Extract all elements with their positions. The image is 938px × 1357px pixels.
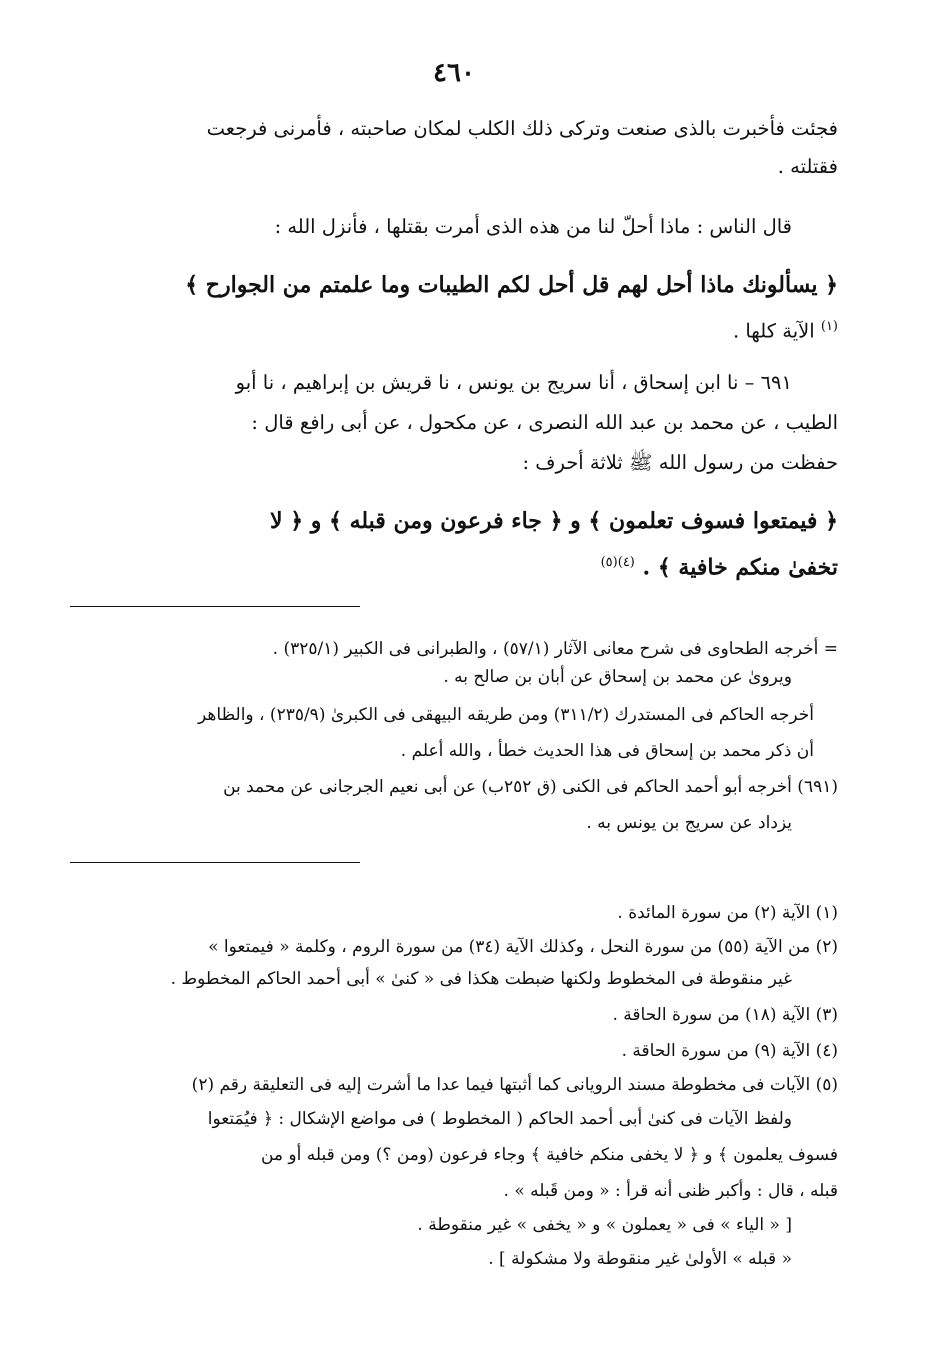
- hadith-691-line-3: حفظت من رسول الله ﷺ ثلاثة أحرف :: [522, 451, 838, 474]
- source-line-4: أن ذكر محمد بن إسحاق فى هذا الحديث خطأ ، والله أعلم .: [400, 741, 814, 761]
- footnote-line-4: (٣) الآية (١٨) من سورة الحاقة .: [612, 1005, 838, 1025]
- source-line-1: = أخرجه الطحاوى فى شرح معانى الآثار (٥٧/١) ، والطبرانى فى الكبير (٣٢٥/١) .: [272, 639, 838, 659]
- source-line-3: أخرجه الحاكم فى المستدرك (٣١١/٢) ومن طريقه البيهقى فى الكبرىٰ (٢٣٥/٩) ، والظاهر: [198, 705, 814, 725]
- footnote-line-11: « قبله » الأولىٰ غير منقوطة ولا مشكولة ] .: [488, 1249, 792, 1269]
- footnote-line-6: (٥) الآيات فى مخطوطة مسند الرويانى كما أثبتها فيما عدا ما أشرت إليه فى التعليقة رقم (٢): [191, 1075, 838, 1095]
- source-line-6: يزداد عن سريج بن يونس به .: [586, 813, 792, 833]
- hadith-691-line-1: ٦٩١ – نا ابن إسحاق ، أنا سريج بن يونس ، نا قريش بن إبراهيم ، نا أبو: [235, 371, 792, 394]
- separator-line-2: [70, 862, 360, 863]
- footnote-line-3: غير منقوطة فى المخطوط ولكنها ضبطت هكذا فى « كنىٰ » أبى أحمد الحاكم المخطوط .: [170, 969, 792, 989]
- quran-verse-3: تخفىٰ منكم خافية ﴾ . $^{(٤)(٥)}$: [600, 554, 838, 581]
- footnote-line-5: (٤) الآية (٩) من سورة الحاقة .: [621, 1041, 838, 1061]
- body-line-3: قال الناس : ماذا أحلّ لنا من هذه الذى أمرت بقتلها ، فأنزل الله :: [274, 215, 792, 238]
- footnote-line-1: (١) الآية (٢) من سورة المائدة .: [617, 903, 838, 923]
- footnote-line-8: فسوف يعلمون ﴾ و ﴿ لا يخفى منكم خافية ﴾ وجاء فرعون (ومن ؟) ومن قبله أو من: [260, 1145, 838, 1165]
- book-page: [70, 0, 838, 1357]
- footnote-line-2: (٢) من الآية (٥٥) من سورة النحل ، وكذلك الآية (٣٤) من سورة الروم ، وكلمة « فيمتعوا »: [208, 937, 838, 957]
- footnote-line-7: ولفظ الآيات فى كنىٰ أبى أحمد الحاكم ( المخطوط ) فى مواضع الإشكال : ﴿ فيُمَتعوا: [207, 1109, 792, 1129]
- quran-verse-2: ﴿ فيمتعوا فسوف تعلمون ﴾ و ﴿ جاء فرعون ومن قبله ﴾ و ﴿ لا: [270, 508, 838, 534]
- footnote-line-10: [ « الياء » فى « يعملون » و « يخفى » غير منقوطة .: [417, 1215, 792, 1235]
- page-number: ٤٦٠: [433, 58, 475, 88]
- footnote-line-9: قبله ، قال : وأكبر ظنى أنه قرأ : « ومن قَبله » .: [503, 1181, 838, 1201]
- body-line-1: فجئت فأخبرت بالذى صنعت وتركى ذلك الكلب لمكان صاحبته ، فأمرنى فرجعت: [206, 117, 838, 140]
- separator-line-1: [70, 606, 360, 607]
- footnote-ref-45: (٤)(٥): [600, 555, 635, 570]
- body-line-2: فقتلته .: [777, 155, 838, 178]
- hadith-691-line-2: الطيب ، عن محمد بن عبد الله النصرى ، عن مكحول ، عن أبى رافع قال :: [251, 411, 838, 434]
- footnote-ref-1: (١): [820, 319, 838, 334]
- source-line-2: ويروىٰ عن محمد بن إسحاق عن أبان بن صالح به .: [443, 667, 792, 687]
- body-line-5: $^{(١)}$ الآية كلها .: [732, 319, 838, 343]
- source-line-5: (٦٩١) أخرجه أبو أحمد الحاكم فى الكنى (ق ٢٥٢ب) عن أبى نعيم الجرجانى عن محمد بن: [223, 777, 838, 797]
- quran-verse-1: ﴿ يسألونك ماذا أحل لهم قل أحل لكم الطيبات وما علمتم من الجوارح ﴾: [185, 272, 838, 298]
